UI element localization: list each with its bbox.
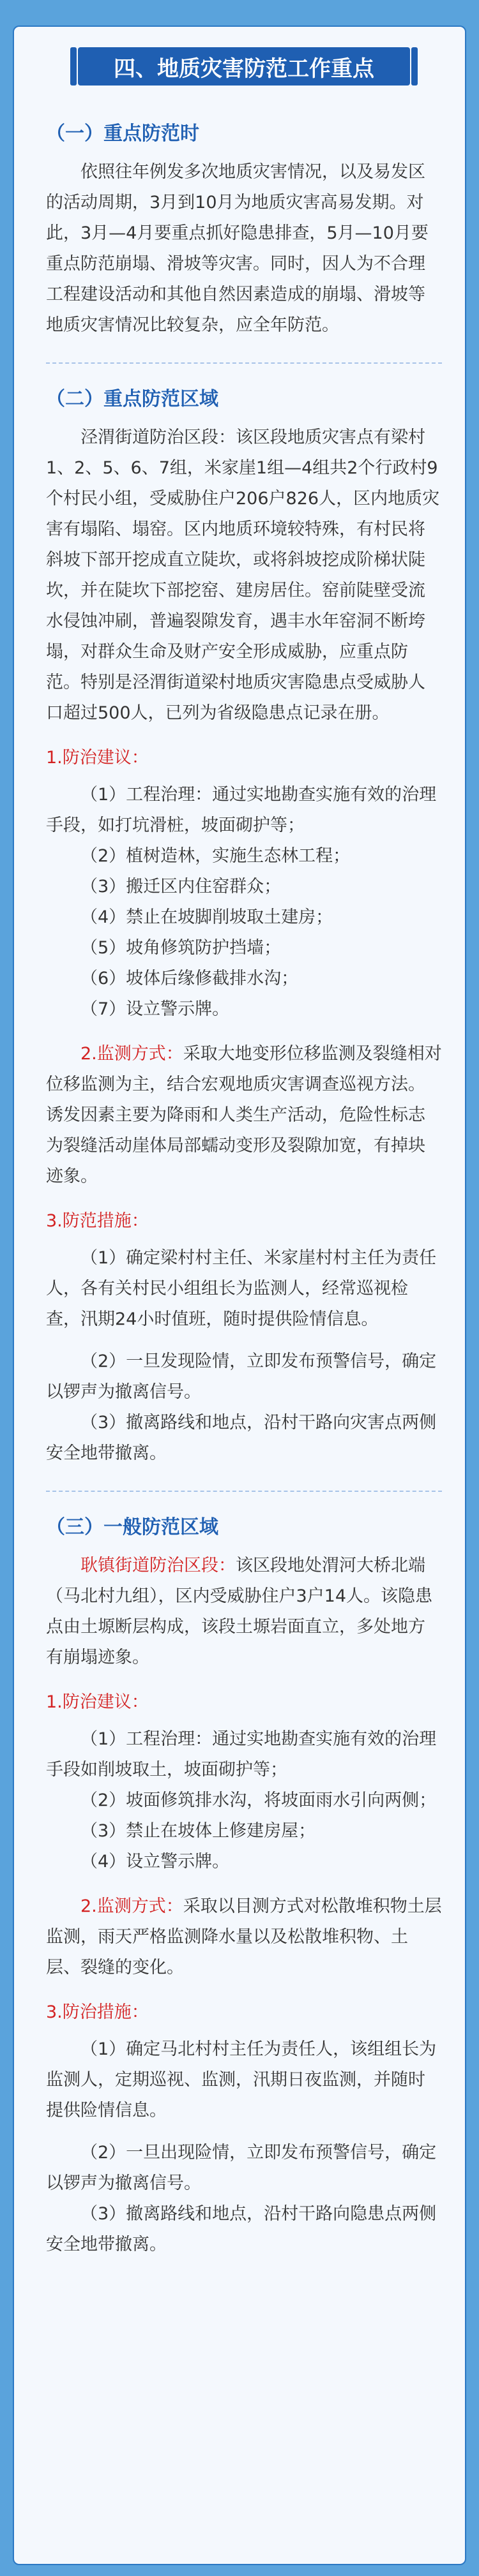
banner-title: 四、地质灾害防范工作重点 <box>114 56 374 82</box>
advice-item: （3）搬迁区内住窑群众； <box>80 877 282 897</box>
section-3-advice-title: 1.防治建议： <box>46 1692 149 1712</box>
advice-item: （4）设立警示牌。 <box>80 1852 230 1872</box>
measure-item: （3）撤离路线和地点，沿村干路向灾害点两侧安全地带撤离。 <box>46 1413 437 1463</box>
monitor-label: 2.监测方式： <box>80 1896 183 1916</box>
advice-item: （4）禁止在坡脚削坡取土建房； <box>80 907 333 927</box>
section-title-1: （一）重点防范时 <box>46 123 199 145</box>
divider <box>46 1491 442 1493</box>
monitor-text: 采取以目测方式对松散堆积物土层监测，雨天严格监测降水量以及松散堆积物、土层、裂缝的变化。 <box>46 1896 442 1977</box>
measure-item: （1）确定梁村村主任、米家崖村村主任为责任人，各有关村民小组组长为监测人，经常巡视检查，汛期24小时值班，随时提供险情信息。 <box>46 1248 437 1329</box>
advice-item: （7）设立警示牌。 <box>80 999 230 1019</box>
intro-label: 耿镇街道防治区段： <box>80 1556 236 1575</box>
section-1-paragraph: 依照往年例发多次地质灾害情况，以及易发区的活动周期，3月到10月为地质灾害高易发期。对此，3月—4月要重点抓好隐患排查，5月—10月要重点防范崩塌、滑坡等灾害。同时，因人为不合理工程建设活动和其他自然因素造成的崩塌、滑坡等地质灾害情况比较复杂，应全年防范。 <box>46 162 429 335</box>
content-card <box>13 26 466 2565</box>
advice-item: （1）工程治理：通过实地勘查实施有效的治理手段如削坡取土，坡面砌护等； <box>46 1729 437 1780</box>
section-3-intro <box>46 1551 442 1673</box>
section-2-intro: 泾渭街道防治区段：该区段地质灾害点有梁村1、2、5、6、7组，米家崖1组—4组共2个行政村9个村民小组，受威胁住户206户826人，区内地质灾害有塌陷、塌窑。区内地质环境较特殊，有村民将斜坡下部开挖成直立陡坎，或将斜坡挖成阶梯状陡坎，并在陡坎下部挖窑、建房居住。窑前陡壁受流水侵蚀冲刷，普遍裂隙发育，遇丰水年窑洞不断垮塌，对群众生命及财产安全形成威胁，应重点防范。特别是泾渭街道梁村地质灾害隐患点受威胁人口超过500人，已列为省级隐患点记录在册。 <box>46 428 440 723</box>
section-title-2: （二）重点防范区域 <box>46 388 218 410</box>
section-2-advice-title: 1.防治建议： <box>46 748 149 768</box>
advice-item: （2）植树造林，实施生态林工程； <box>80 846 351 866</box>
advice-item: （6）坡体后缘修截排水沟； <box>80 969 299 988</box>
section-banner <box>78 47 410 86</box>
section-title-3: （三）一般防范区域 <box>46 1516 218 1538</box>
measure-item: （1）确定马北村村主任为责任人，该组组长为监测人，定期巡视、监测，汛期日夜监测，并随时提供险情信息。 <box>46 2039 437 2120</box>
section-3-measures-title: 3.防治措施： <box>46 2002 149 2022</box>
measure-item: （3）撤离路线和地点，沿村干路向隐患点两侧安全地带撤离。 <box>46 2204 437 2254</box>
intro-text: 该区段地处渭河大桥北端（马北村九组），区内受威胁住户3户14人。该隐患点由土塬断层构成，该段土塬岩面直立，多处地方有崩塌迹象。 <box>46 1556 433 1667</box>
advice-item: （3）禁止在坡体上修建房屋； <box>80 1821 316 1841</box>
advice-item: （2）坡面修筑排水沟，将坡面雨水引向两侧； <box>80 1791 437 1810</box>
monitor-label: 2.监测方式： <box>80 1044 183 1064</box>
section-2-measures-title: 3.防范措施： <box>46 1211 149 1231</box>
section-2-monitoring <box>46 1039 442 1192</box>
divider <box>46 362 442 365</box>
measure-item: （2）一旦出现险情，立即发布预警信号，确定以锣声为撤离信号。 <box>46 2143 437 2193</box>
measure-item: （2）一旦发现险情，立即发布预警信号，确定以锣声为撤离信号。 <box>46 1351 437 1402</box>
content <box>46 103 442 2260</box>
advice-item: （1）工程治理：通过实地勘查实施有效的治理手段，如打坑滑桩，坡面砌护等； <box>46 785 437 835</box>
section-3-monitoring <box>46 1891 442 1983</box>
advice-item: （5）坡角修筑防护挡墙； <box>80 938 282 958</box>
monitor-text: 采取大地变形位移监测及裂缝相对位移监测为主，结合宏观地质灾害调查巡视方法。诱发因素主要为降雨和人类生产活动，危险性标志为裂缝活动崖体局部蠕动变形及裂隙加宽，有掉块迹象。 <box>46 1044 442 1186</box>
